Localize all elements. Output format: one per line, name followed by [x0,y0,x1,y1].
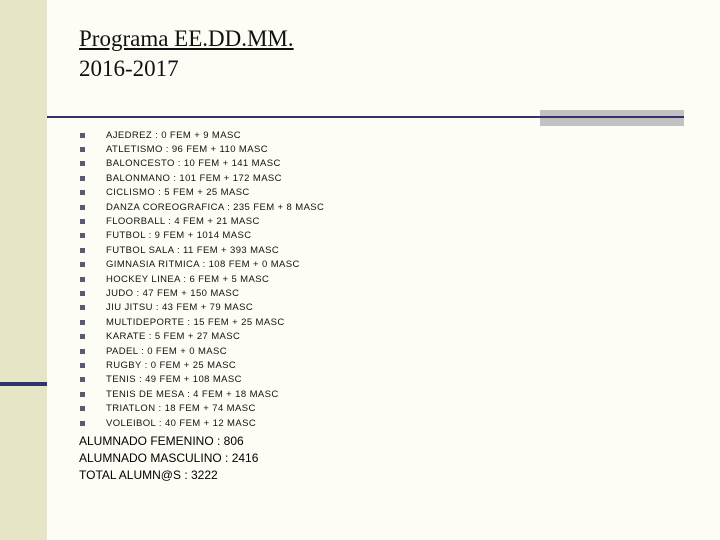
title-program: Programa EE.DD.MM. [79,26,294,51]
sport-entry-text: FLOORBALL : 4 FEM + 21 MASC [106,216,260,228]
totals-block [79,433,258,484]
left-decorative-band [0,0,47,540]
title-year: 2016-2017 [79,56,179,81]
sport-entry-text: JUDO : 47 FEM + 150 MASC [106,287,240,299]
square-bullet-icon [80,219,85,224]
square-bullet-icon [80,406,85,411]
square-bullet-icon [80,334,85,339]
list-item [80,142,324,156]
list-item [80,329,324,343]
square-bullet-icon [80,291,85,296]
sport-entry-text: TRIATLON : 18 FEM + 74 MASC [106,403,256,415]
square-bullet-icon [80,248,85,253]
list-item [80,272,324,286]
list-item [80,286,324,300]
list-item [80,243,324,257]
list-item [80,171,324,185]
square-bullet-icon [80,421,85,426]
title-divider-line [47,116,540,118]
square-bullet-icon [80,190,85,195]
sport-entry-text: KARATE : 5 FEM + 27 MASC [106,331,241,343]
sport-entry-text: FUTBOL SALA : 11 FEM + 393 MASC [106,244,280,256]
title-divider-block [540,110,684,126]
square-bullet-icon [80,363,85,368]
sport-entry-text: JIU JITSU : 43 FEM + 79 MASC [106,302,254,314]
square-bullet-icon [80,176,85,181]
sport-entry-text: HOCKEY LINEA : 6 FEM + 5 MASC [106,273,270,285]
sport-entry-text: CICLISMO : 5 FEM + 25 MASC [106,187,250,199]
square-bullet-icon [80,377,85,382]
list-item [80,416,324,430]
slide-title [79,24,294,84]
square-bullet-icon [80,205,85,210]
sport-entry-text: AJEDREZ : 0 FEM + 9 MASC [106,129,241,141]
square-bullet-icon [80,320,85,325]
sport-entry-text: TENIS DE MESA : 4 FEM + 18 MASC [106,388,279,400]
list-item [80,214,324,228]
list-item [80,401,324,415]
sport-entry-text: BALONCESTO : 10 FEM + 141 MASC [106,158,281,170]
sport-entry-text: BALONMANO : 101 FEM + 172 MASC [106,172,282,184]
list-item [80,373,324,387]
square-bullet-icon [80,161,85,166]
list-item [80,387,324,401]
square-bullet-icon [80,133,85,138]
list-item [80,200,324,214]
list-item [80,128,324,142]
list-item [80,344,324,358]
total-male: ALUMNADO MASCULINO : 2416 [79,451,259,465]
list-item [80,358,324,372]
sport-entry-text: MULTIDEPORTE : 15 FEM + 25 MASC [106,316,285,328]
list-item [80,157,324,171]
square-bullet-icon [80,262,85,267]
sport-entry-text: ATLETISMO : 96 FEM + 110 MASC [106,144,268,156]
list-item [80,186,324,200]
sports-list [80,128,324,430]
list-item [80,301,324,315]
square-bullet-icon [80,349,85,354]
sport-entry-text: FUTBOL : 9 FEM + 1014 MASC [106,230,252,242]
total-female: ALUMNADO FEMENINO : 806 [79,434,244,448]
list-item [80,315,324,329]
list-item [80,229,324,243]
sport-entry-text: DANZA COREOGRAFICA : 235 FEM + 8 MASC [106,201,325,213]
sport-entry-text: GIMNASIA RITMICA : 108 FEM + 0 MASC [106,259,300,271]
sport-entry-text: TENIS : 49 FEM + 108 MASC [106,374,242,386]
square-bullet-icon [80,392,85,397]
square-bullet-icon [80,277,85,282]
title-divider-line-right [540,116,684,118]
square-bullet-icon [80,233,85,238]
sport-entry-text: VOLEIBOL : 40 FEM + 12 MASC [106,417,257,429]
left-band-accent-line [0,382,47,386]
sport-entry-text: PADEL : 0 FEM + 0 MASC [106,345,227,357]
list-item [80,258,324,272]
sport-entry-text: RUGBY : 0 FEM + 25 MASC [106,359,237,371]
square-bullet-icon [80,147,85,152]
square-bullet-icon [80,305,85,310]
total-all: TOTAL ALUMN@S : 3222 [79,468,218,482]
